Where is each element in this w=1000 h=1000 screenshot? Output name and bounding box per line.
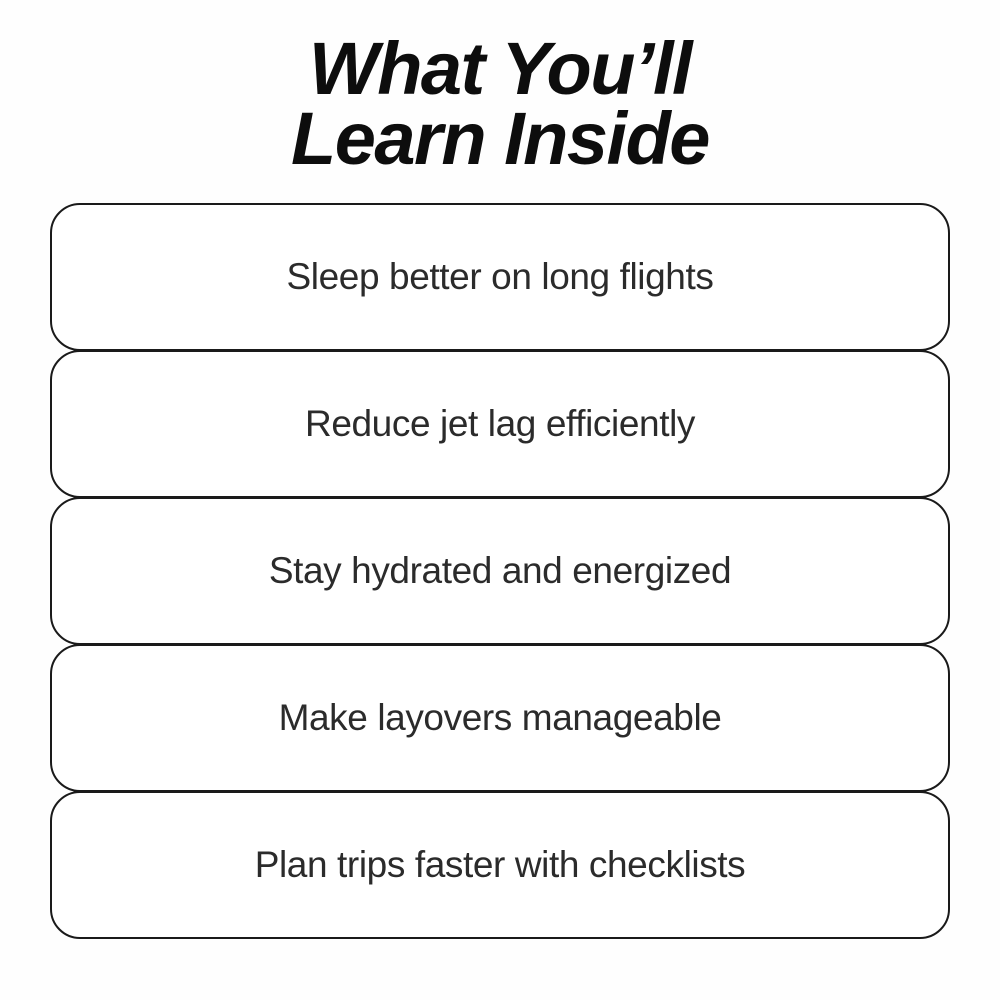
benefit-card-label: Sleep better on long flights xyxy=(286,256,714,297)
page-title xyxy=(0,0,1000,181)
benefit-card[interactable] xyxy=(50,497,950,645)
benefit-card-label: Reduce jet lag efficiently xyxy=(305,403,695,444)
benefit-card-label: Stay hydrated and energized xyxy=(268,550,732,591)
benefit-card[interactable] xyxy=(50,791,950,939)
page-title-line-1: What You’ll xyxy=(308,27,692,110)
benefit-card[interactable] xyxy=(50,203,950,351)
benefit-card-list xyxy=(50,203,950,938)
benefit-card-label: Make layovers manageable xyxy=(278,697,722,738)
page-title-line-2: Learn Inside xyxy=(291,97,709,181)
benefit-card[interactable] xyxy=(50,644,950,792)
benefit-card[interactable] xyxy=(50,350,950,498)
benefit-card-label: Plan trips faster with checklists xyxy=(254,844,746,885)
